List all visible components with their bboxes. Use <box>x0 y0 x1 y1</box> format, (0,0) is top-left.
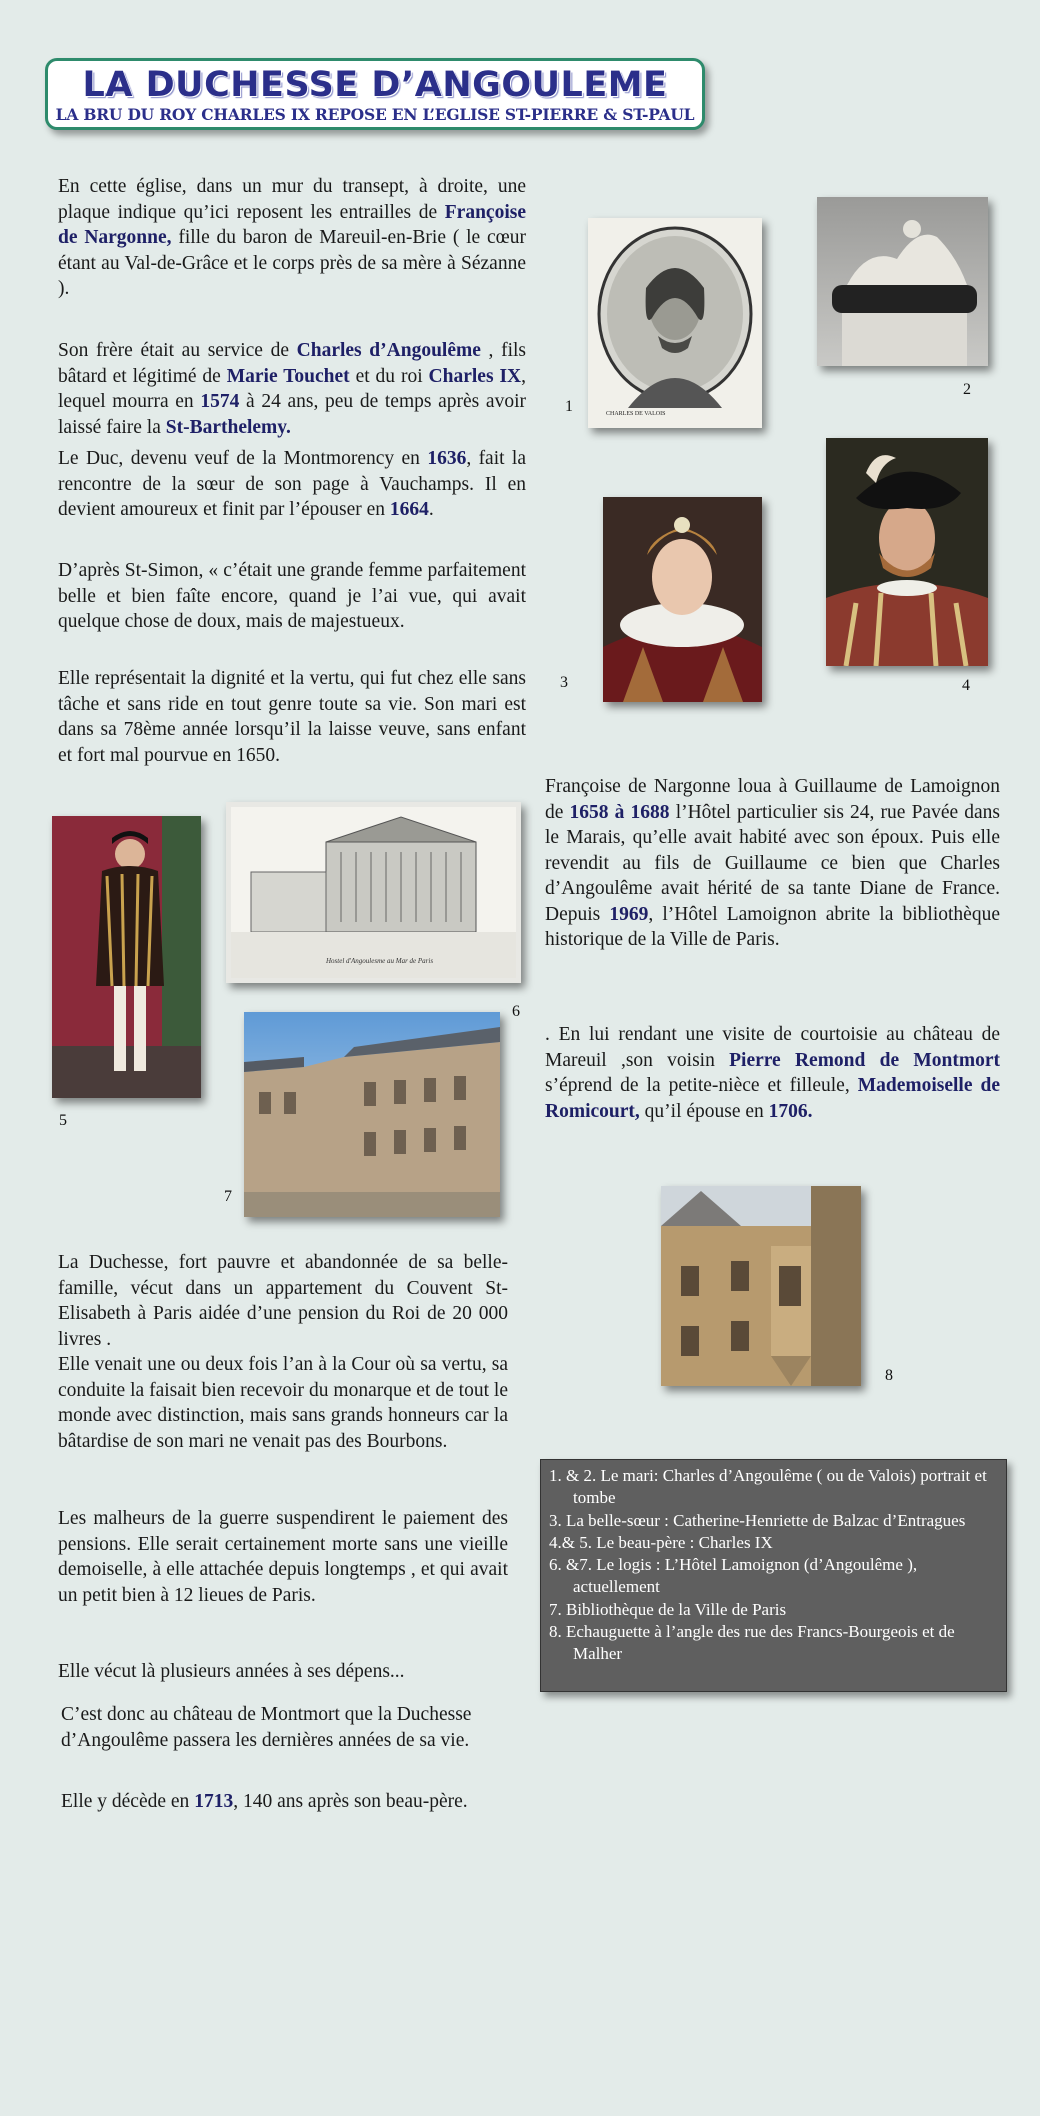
echauguette-image <box>661 1186 861 1386</box>
paragraph-11: Elle vécut là plusieurs années à ses dépens... <box>58 1661 405 1682</box>
figure-number-7: 7 <box>224 1188 232 1205</box>
charles-ix-portrait-image <box>826 438 988 666</box>
page-subtitle: LA BRU DU ROY CHARLES IX REPOSE EN L’EGLISE ST-PIERRE & ST-PAUL <box>55 105 695 124</box>
figure-legend-box <box>540 1459 1007 1692</box>
paragraph-6: Françoise de Nargonne loua à Guillaume de Lamoignon de 1658 à 1688 l’Hôtel particulier sis 24, rue Pavée dans le Marais, qu’elle avait habité avec son époux. Puis elle revendit au fils de Guillaume ce bien que Charles d’Angoulême avait hérité de sa tante Diane de France. Depuis 1969, l’Hôtel Lamoignon abrite la bibliothèque historique de la Ville de Paris. <box>545 776 1001 950</box>
figure-number-6: 6 <box>512 1003 520 1020</box>
figure-number-5: 5 <box>59 1112 67 1129</box>
legend-item: 3. La belle-sœur : Catherine-Henriette de Balzac d’Entragues <box>549 1510 966 1530</box>
page-title: LA DUCHESSE D’ANGOULEME <box>82 65 668 105</box>
belle-soeur-portrait-image <box>603 497 762 702</box>
engraving-caption: Hostel d'Angoulesme au Mar de Paris <box>326 957 434 965</box>
legend-item: 6. &7. Le logis : L’Hôtel Lamoignon (d’Angoulême ), actuellement <box>549 1555 918 1597</box>
figure-number-8: 8 <box>885 1367 893 1384</box>
paragraph-5: Elle représentait la dignité et la vertu, qui fut chez elle sans tâche et sans ride en tout genre toute sa vie. Son mari est dans sa 78ème année lorsqu’il la laisse veuve, sans enfant et fort mal pourvue en 1650. <box>58 668 526 766</box>
portrait-engraving-image <box>588 218 762 428</box>
tomb-sculpture-image <box>817 197 988 366</box>
figure-number-3: 3 <box>560 674 568 691</box>
hotel-engraving-image <box>226 802 521 983</box>
paragraph-1: En cette église, dans un mur du transept, à droite, une plaque indique qu’ici reposent les entrailles de Françoise de Nargonne, fille du baron de Mareuil-en-Brie ( le cœur étant au Val-de-Grâce et le corps près de sa mère à Sézanne ). <box>58 176 526 299</box>
legend-item: 8. Echauguette à l’angle des rue des Francs-Bourgeois et de Malher <box>549 1622 955 1664</box>
figure-number-1: 1 <box>565 398 573 415</box>
title-banner <box>45 58 705 130</box>
paragraph-10: Les malheurs de la guerre suspendirent le paiement des pensions. Elle serait certainement morte sans une vieille demoiselle, à elle attachée depuis longtemps , et qui avait un petit bien à 12 lieues de Paris. <box>58 1508 508 1606</box>
paragraph-4: D’après St-Simon, « c’était une grande femme parfaitement belle et bien faîte encore, quand je l’ai vue, qui avait quelque chose de doux, mais de majestueux. <box>58 560 526 632</box>
legend-item: 1. & 2. Le mari: Charles d’Angoulême ( ou de Valois) portrait et tombe <box>549 1466 987 1508</box>
figure-number-4: 4 <box>962 677 970 694</box>
paragraph-12: C’est donc au château de Montmort que la Duchesse d’Angoulême passera les dernières années de sa vie. <box>61 1704 472 1751</box>
paragraph-2: Son frère était au service de Charles d’Angoulême , fils bâtard et légitimé de Marie Touchet et du roi Charles IX, lequel mourra en 1574 à 24 ans, peu de temps après avoir laissé faire la St-Barthelemy. <box>58 340 526 438</box>
paragraph-7: . En lui rendant une visite de courtoisie au château de Mareuil ,son voisin Pierre Remond de Montmort s’éprend de la petite-nièce et filleule, Mademoiselle de Romicourt, qu’il épouse en 1706. <box>545 1024 1000 1122</box>
portrait-caption: CHARLES DE VALOIS <box>606 411 666 417</box>
paragraph-3: Le Duc, devenu veuf de la Montmorency en 1636, fait la rencontre de la sœur de son page à Vauchamps. Il en devient amoureux et finit par l’épouser en 1664. <box>58 448 527 520</box>
paragraph-13: Elle y décède en 1713, 140 ans après son beau-père. <box>61 1791 468 1812</box>
paragraph-9: Elle venait une ou deux fois l’an à la Cour où sa vertu, sa conduite la faisait bien recevoir du monarque et de tout le monde avec distinction, mais sans grands honneurs car la bâtardise de son mari ne venait pas des Bourbons. <box>58 1354 508 1452</box>
legend-item: 4.& 5. Le beau-père : Charles IX <box>549 1532 773 1552</box>
paragraph-8: La Duchesse, fort pauvre et abandonnée de sa belle-famille, vécut dans un appartement du Couvent St-Elisabeth à Paris aidée d’une pension du Roi de 20 000 livres . <box>58 1252 508 1350</box>
charles-ix-full-portrait-image <box>52 816 201 1098</box>
library-courtyard-image <box>244 1012 500 1217</box>
figure-number-2: 2 <box>963 381 971 398</box>
legend-item: 7. Bibliothèque de la Ville de Paris <box>549 1599 787 1619</box>
